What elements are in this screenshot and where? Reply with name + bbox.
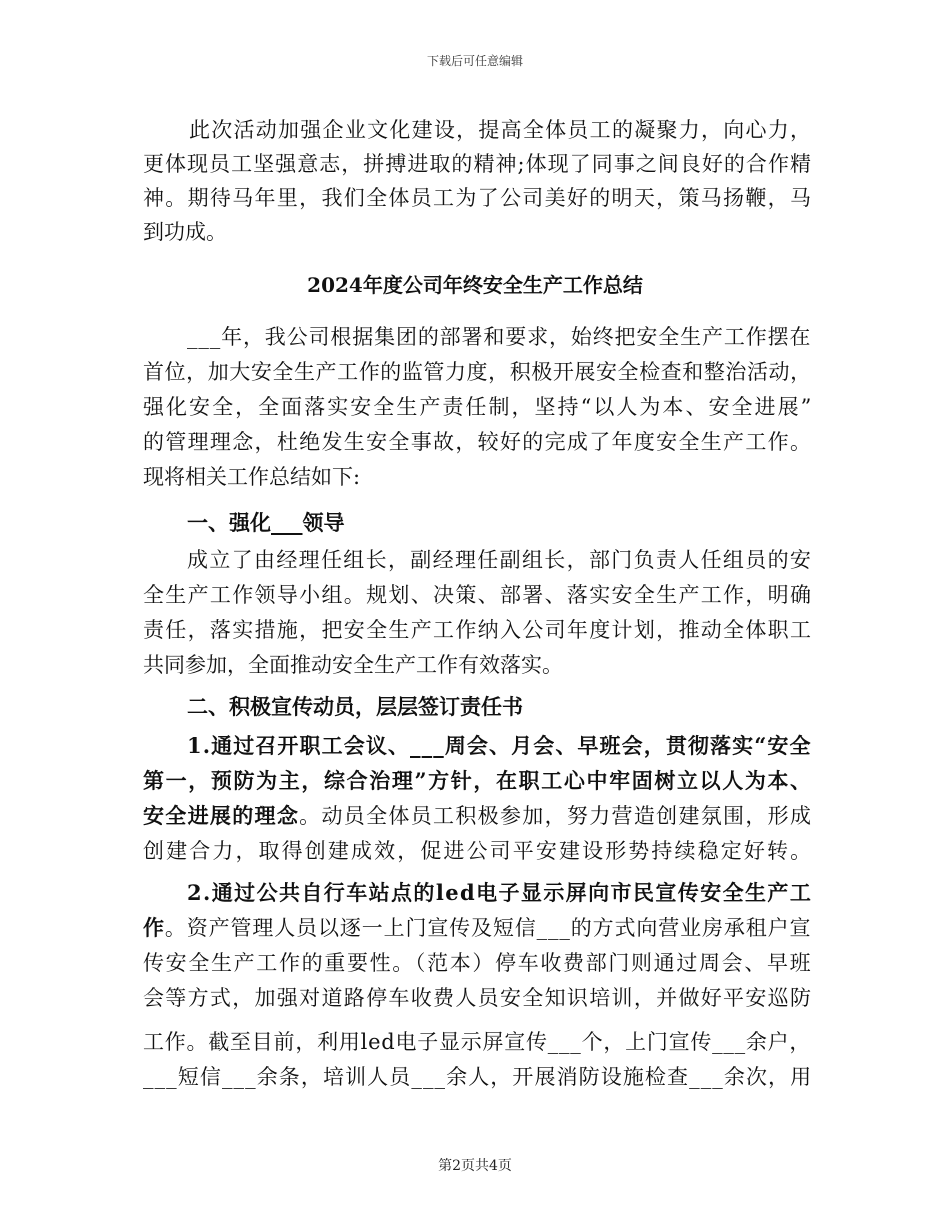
text-line — [187, 510, 345, 536]
text-run: 全生产工作领导小组。规划、决策、部署、落实安全生产工作，明确 — [143, 583, 813, 607]
text-line — [143, 617, 812, 643]
text-run: ___年，我公司根据集团的部署和要求，始终把安全生产工作摆在 — [187, 325, 812, 349]
text-line — [143, 768, 813, 794]
text-line — [143, 985, 812, 1011]
text-line — [187, 880, 812, 906]
text-line — [143, 464, 360, 490]
text-line — [143, 582, 812, 608]
text-run: 责任，落实措施，把安全生产工作纳入公司年度计划，推动全体职工 — [143, 618, 813, 642]
text-line — [143, 429, 812, 455]
page-footer: 第2页共4页 — [438, 1158, 512, 1174]
text-run: 强化安全，全面落实安全生产责任制，坚持“以人为本、安全进展” — [143, 395, 814, 419]
bold-text-run: 作 — [143, 915, 165, 940]
text-run: 此次活动加强企业文化建设，提高全体员工的凝聚力，向心力， — [189, 118, 813, 142]
text-run: 工作。截至目前，利用led电子显示屏宣传___个，上门宣传___余户， — [143, 1030, 812, 1054]
text-line — [143, 359, 812, 385]
bold-text-run: 一、强化___领导 — [187, 510, 345, 535]
text-line — [187, 733, 812, 759]
bold-text-run: 2.通过公共自行车站点的led电子显示屏向市民宣传安全生产工 — [187, 880, 813, 905]
text-run: 传安全生产工作的重要性。（范本）停车收费部门则通过周会、早班 — [143, 951, 813, 975]
text-run: ___短信___余条，培训人员___余人，开展消防设施检查___余次，用 — [143, 1065, 813, 1089]
text-run: 创建合力，取得创建成效，促进公司平安建设形势持续稳定好转。 — [143, 839, 814, 863]
text-line — [143, 1029, 811, 1055]
text-line — [143, 838, 813, 864]
text-line — [143, 185, 812, 211]
page-header: 下载后可任意编辑 — [426, 54, 523, 68]
text-run: 神。期待马年里，我们全体员工为了公司美好的明天，策马扬鞭，马 — [143, 186, 813, 210]
text-run: 现将相关工作总结如下: — [143, 465, 361, 489]
bold-text-run: 第一，预防为主，综合治理”方针，在职工心中牢固树立以人为本、 — [143, 768, 813, 793]
text-run: 到功成。 — [143, 220, 227, 244]
text-run: 。动员全体员工积极参加，努力营造创建氛围，形成 — [299, 804, 813, 828]
text-line — [143, 151, 812, 177]
text-line — [143, 1064, 812, 1090]
text-line — [143, 803, 812, 829]
text-line — [187, 547, 812, 573]
text-run: 成立了由经理任组长，副经理任副组长，部门负责人任组员的安 — [187, 548, 813, 572]
bold-text-run: 二、积极宣传动员，层层签订责任书 — [187, 694, 523, 719]
text-line — [187, 324, 811, 350]
text-line — [143, 950, 812, 976]
text-line — [143, 219, 227, 245]
text-run: 的管理理念，杜绝发生安全事故，较好的完成了年度安全生产工作。 — [143, 430, 813, 454]
text-line — [143, 394, 813, 420]
text-run: 共同参加，全面推动安全生产工作有效落实。 — [143, 653, 563, 677]
text-line — [189, 117, 812, 143]
text-line — [187, 694, 523, 720]
text-run: 。资产管理人员以逐一上门宣传及短信___的方式向营业房承租户宣 — [164, 916, 812, 940]
text-run: 会等方式，加强对道路停车收费人员安全知识培训，并做好平安巡防 — [143, 986, 813, 1010]
text-line — [143, 652, 563, 678]
text-line — [143, 915, 811, 941]
document-title: 2024年度公司年终安全生产工作总结 — [307, 273, 643, 297]
bold-text-run: 安全进展的理念 — [143, 803, 300, 828]
bold-text-run: 1.通过召开职工会议、___周会、月会、早班会，贯彻落实“安全 — [187, 733, 812, 758]
text-run: 更体现员工坚强意志，拼搏进取的精神;体现了同事之间良好的合作精 — [143, 152, 813, 176]
text-run: 首位，加大安全生产工作的监管力度，积极开展安全检查和整治活动， — [143, 360, 812, 384]
